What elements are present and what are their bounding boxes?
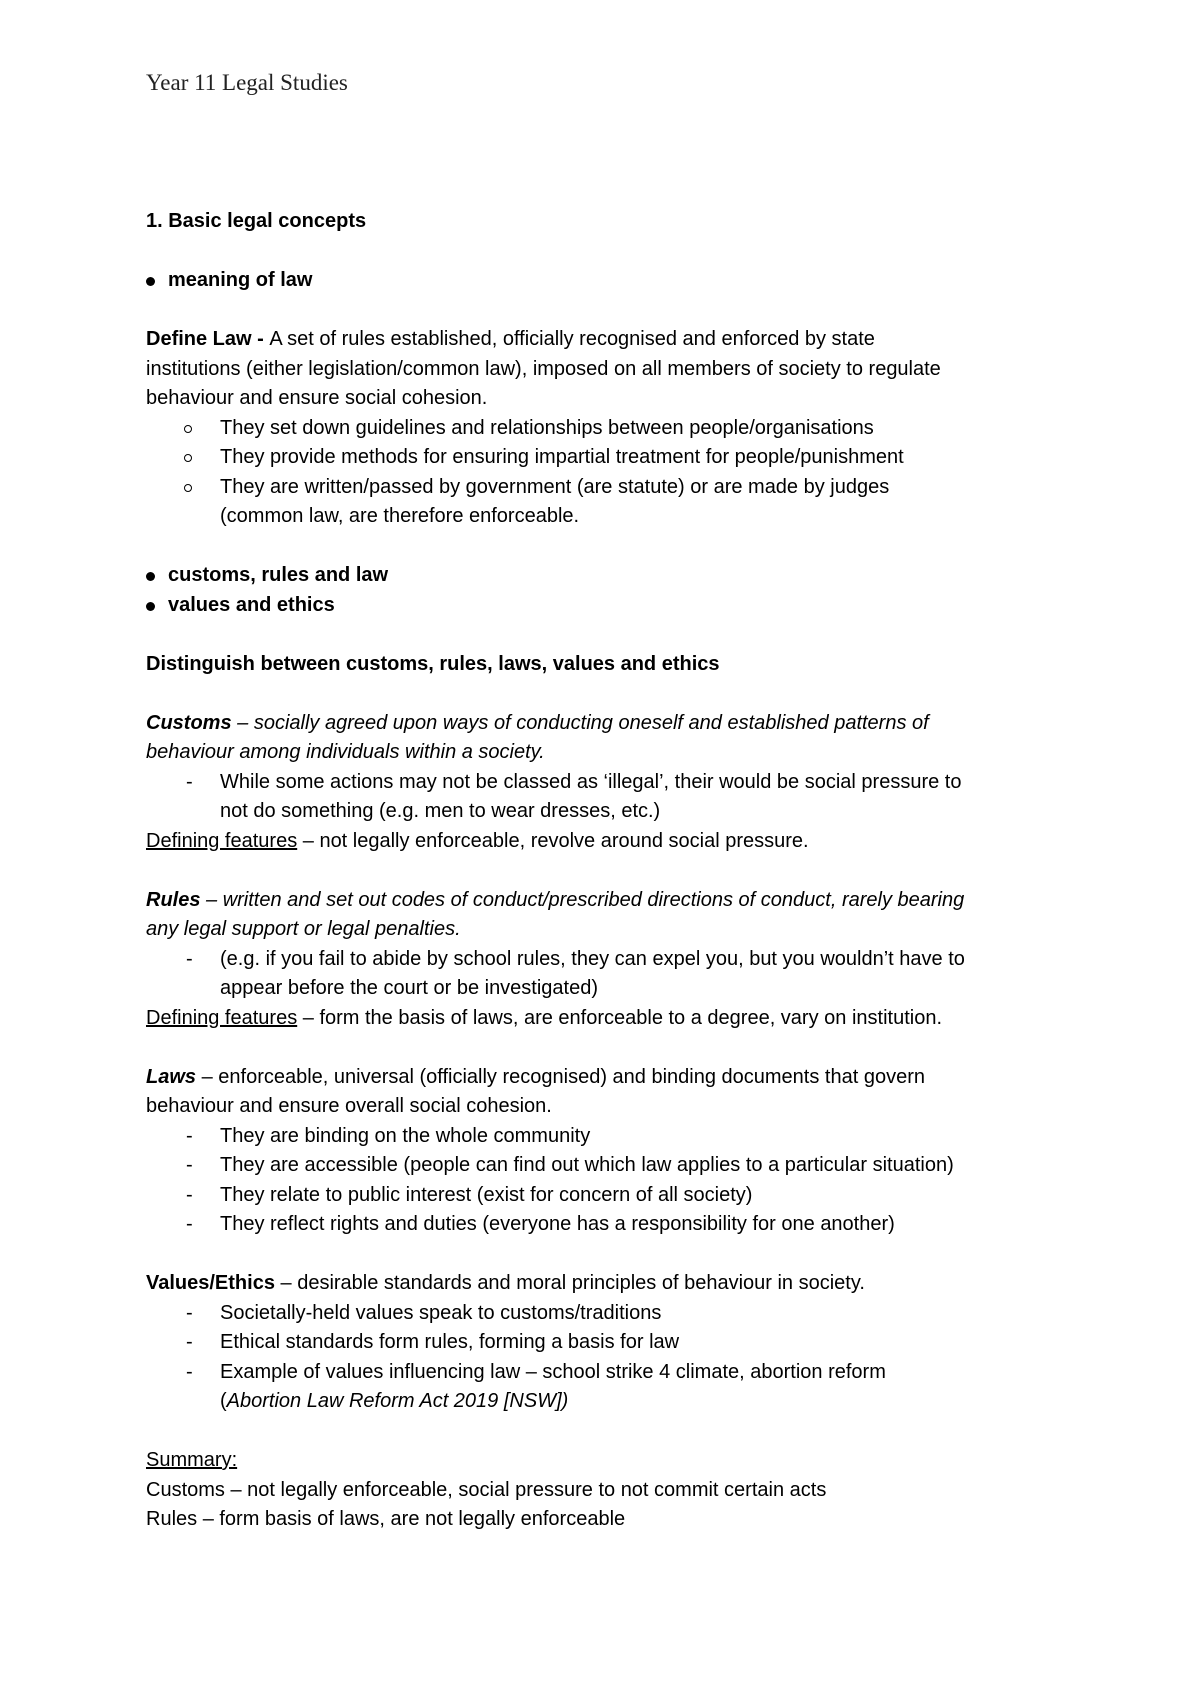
summary-line: Rules – form basis of laws, are not legally enforceable — [146, 1508, 626, 1530]
bullet-dot-icon — [146, 572, 155, 581]
laws-line-2: behaviour and ensure overall social cohesion. — [146, 1095, 552, 1117]
defining-features-label: Defining features — [146, 829, 298, 852]
dash-bullet-icon: - — [186, 947, 193, 970]
bullet-meaning-of-law: meaning of law — [146, 266, 1076, 296]
circle-bullet-icon — [184, 484, 192, 492]
circle-bullet-icon — [184, 454, 192, 462]
define-law-label: Define Law - — [146, 328, 270, 350]
define-law-point: They provide methods for ensuring impartial treatment for people/punishment — [146, 443, 1076, 473]
define-law-point: They are written/passed by government (are statute) or are made by judges — [146, 473, 1076, 503]
summary-line: Customs – not legally enforceable, social pressure to not commit certain acts — [146, 1478, 827, 1501]
bullet-dot-icon — [146, 277, 155, 286]
laws-point: - They reflect rights and duties (everyone has a responsibility for one another) — [146, 1210, 1076, 1240]
dash-bullet-icon: - — [186, 1331, 193, 1353]
rules-line-2: any legal support or legal penalties. — [146, 918, 461, 940]
rules-defining-features: Defining features – form the basis of laws, are enforceable to a degree, vary on institution. — [146, 1006, 942, 1029]
distinguish-heading: Distinguish between customs, rules, laws, values and ethics — [146, 652, 720, 675]
laws-point: - They are accessible (people can find out which law applies to a particular situation) — [146, 1151, 1076, 1181]
customs-line-2: behaviour among individuals within a society. — [146, 741, 545, 763]
customs-point: - While some actions may not be classed as ‘illegal’, their would be social pressure to — [146, 768, 1076, 798]
section-title: 1. Basic legal concepts — [146, 210, 367, 232]
bullet-dot-icon — [146, 602, 155, 611]
page-header: Year 11 Legal Studies — [146, 70, 348, 95]
values-ethics-point: - Example of values influencing law – school strike 4 climate, abortion reform — [146, 1358, 1076, 1388]
laws-point: - They relate to public interest (exist for concern of all society) — [146, 1181, 1076, 1211]
laws-point: - They are binding on the whole community — [146, 1122, 1076, 1152]
values-ethics-line-1: Values/Ethics – desirable standards and moral principles of behaviour in society. — [146, 1272, 865, 1294]
document-body — [146, 207, 1076, 1535]
customs-line-1: Customs – socially agreed upon ways of conducting oneself and established patterns of — [146, 711, 929, 734]
dash-bullet-icon: - — [186, 1213, 193, 1235]
laws-line-1: Laws – enforceable, universal (officially recognised) and binding documents that govern — [146, 1065, 925, 1088]
values-ethics-point-continuation: (Abortion Law Reform Act 2019 [NSW]) — [220, 1390, 569, 1412]
define-law-line-1: Define Law - A set of rules established, officially recognised and enforced by state — [146, 328, 875, 350]
dash-bullet-icon: - — [186, 1301, 193, 1324]
summary-label: Summary: — [146, 1449, 238, 1471]
values-ethics-point: - Societally-held values speak to customs/traditions — [146, 1299, 1076, 1329]
define-law-line-2: institutions (either legislation/common law), imposed on all members of society to regulate — [146, 357, 941, 380]
defining-features-label: Defining features — [146, 1006, 298, 1029]
circle-bullet-icon — [184, 425, 192, 433]
values-ethics-point: - Ethical standards form rules, forming a basis for law — [146, 1328, 1076, 1358]
customs-defining-features: Defining features – not legally enforceable, revolve around social pressure. — [146, 829, 809, 852]
bullet-customs-rules-law: customs, rules and law — [146, 561, 1076, 591]
rules-point: - (e.g. if you fail to abide by school rules, they can expel you, but you wouldn’t have to — [146, 945, 1076, 975]
dash-bullet-icon: - — [186, 770, 193, 793]
dash-bullet-icon: - — [186, 1154, 193, 1176]
dash-bullet-icon: - — [186, 1183, 193, 1206]
define-law-point: They set down guidelines and relationships between people/organisations — [146, 414, 1076, 444]
values-ethics-label: Values/Ethics — [146, 1272, 275, 1294]
rules-point-continuation: appear before the court or be investigated) — [220, 977, 599, 999]
define-law-line-3: behaviour and ensure social cohesion. — [146, 387, 488, 409]
dash-bullet-icon: - — [186, 1360, 193, 1383]
customs-label: Customs — [146, 711, 232, 734]
dash-bullet-icon: - — [186, 1124, 193, 1147]
rules-label: Rules — [146, 888, 201, 911]
define-law-point-continuation: (common law, are therefore enforceable. — [220, 505, 580, 527]
laws-label: Laws — [146, 1065, 197, 1088]
customs-point-continuation: not do something (e.g. men to wear dresses, etc.) — [220, 800, 661, 822]
rules-line-1: Rules – written and set out codes of conduct/prescribed directions of conduct, rarely bearing — [146, 888, 965, 911]
bullet-values-ethics: values and ethics — [146, 591, 1076, 621]
